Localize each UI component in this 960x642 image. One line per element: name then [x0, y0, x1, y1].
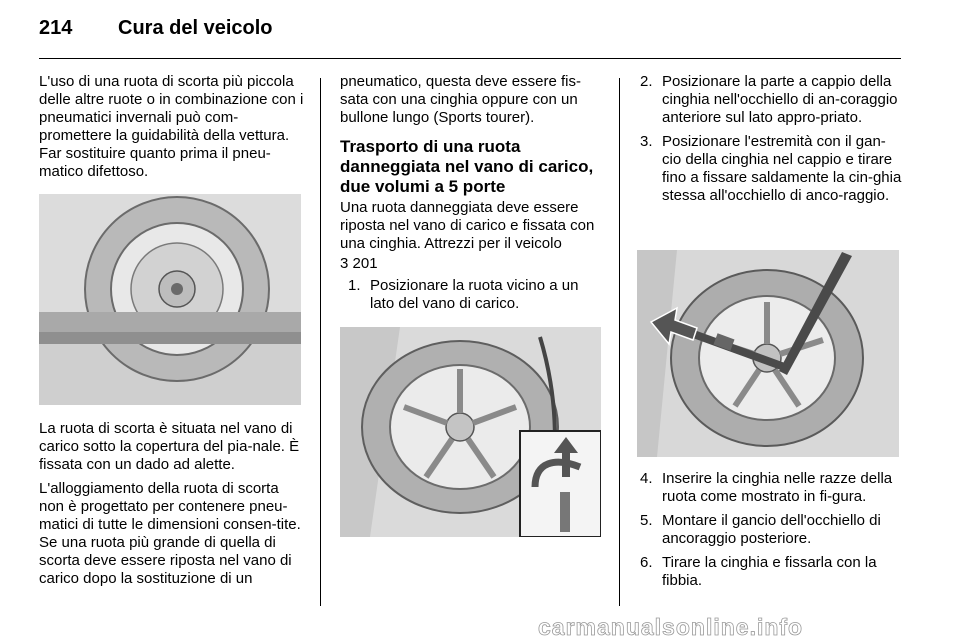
- strap-fixing-figure: [637, 250, 899, 457]
- watermark: carmanualsonline.info: [538, 614, 804, 640]
- column-3: [640, 73, 902, 211]
- step-text: Tirare la cinghia e fissarla con la fibbia.: [662, 554, 877, 589]
- paragraph-spare-wheel-location: La ruota di scorta è situata nel vano di carico sotto la copertura del pia-nale. È fissata con un dado ad alette.: [39, 420, 300, 473]
- wheel-in-cargo-figure: [340, 327, 601, 537]
- paragraph-damaged-wheel: Una ruota danneggiata deve essere riposta nel vano di carico e fissata con una cinghia. Attrezzi per il veicolo: [340, 199, 595, 252]
- paragraph-spare-wheel-warning: L'uso di una ruota di scorta più piccola delle altre ruote o in combinazione con i pneumatici invernali può com-promettere la guidabilità della vettura. Far sostituire quanto prima il pneu-matico difettoso.: [39, 73, 304, 180]
- step-text: Inserire la cinghia nelle razze della ruota come mostrato in fi-gura.: [662, 470, 893, 505]
- step-number: 4.: [640, 470, 653, 487]
- step-text: Posizionare la ruota vicino a un lato del vano di carico.: [370, 277, 579, 312]
- strap-fixing-illustration: [637, 250, 899, 457]
- cross-reference[interactable]: 3 201: [340, 255, 378, 272]
- step-text: Posizionare l'estremità con il gan-cio della cinghia nel cappio e tirare fino a fissare saldamente la cin-ghia stessa all'occhiello di anco-raggio.: [662, 133, 902, 204]
- column-3-bottom: [640, 470, 902, 596]
- page-title: Cura del veicolo: [118, 17, 273, 39]
- step-text: Montare il gancio dell'occhiello di ancoraggio posteriore.: [662, 512, 881, 547]
- spare-wheel-illustration: [39, 194, 301, 405]
- column-1-bottom: [39, 420, 305, 594]
- column-divider-2: [619, 78, 620, 606]
- step-number: 5.: [640, 512, 653, 529]
- page-number: 214: [39, 17, 73, 39]
- column-divider-1: [320, 78, 321, 606]
- column-2: [340, 73, 605, 319]
- step-2: [640, 73, 902, 127]
- wheel-in-cargo-illustration: [340, 327, 601, 537]
- step-number: 3.: [640, 133, 653, 150]
- step-number: 2.: [640, 73, 653, 90]
- spare-wheel-figure: [39, 194, 301, 405]
- step-1: [348, 277, 605, 313]
- step-4: [640, 470, 902, 506]
- section-heading-damaged-wheel: Trasporto di una ruota danneggiata nel vano di carico, due volumi a 5 porte: [340, 137, 594, 196]
- step-number: 6.: [640, 554, 653, 571]
- paragraph-strap-fixing: pneumatico, questa deve essere fis-sata con una cinghia oppure con un bullone lungo (Sports tourer).: [340, 73, 581, 126]
- step-6: [640, 554, 902, 590]
- column-1: [39, 73, 305, 187]
- step-5: [640, 512, 902, 548]
- step-text: Posizionare la parte a cappio della cinghia nell'occhiello di an-coraggio anteriore sul lato appro-priato.: [662, 73, 898, 126]
- header-rule: [39, 58, 901, 59]
- step-number: 1.: [348, 277, 361, 294]
- paragraph-spare-wheel-housing: L'alloggiamento della ruota di scorta non è progettato per contenere pneu-matici di tutte le dimensioni consen-tite. Se una ruota più grande di quella di scorta deve essere riposta nel vano di carico dopo la sostituzione di un: [39, 480, 301, 587]
- step-3: [640, 133, 902, 205]
